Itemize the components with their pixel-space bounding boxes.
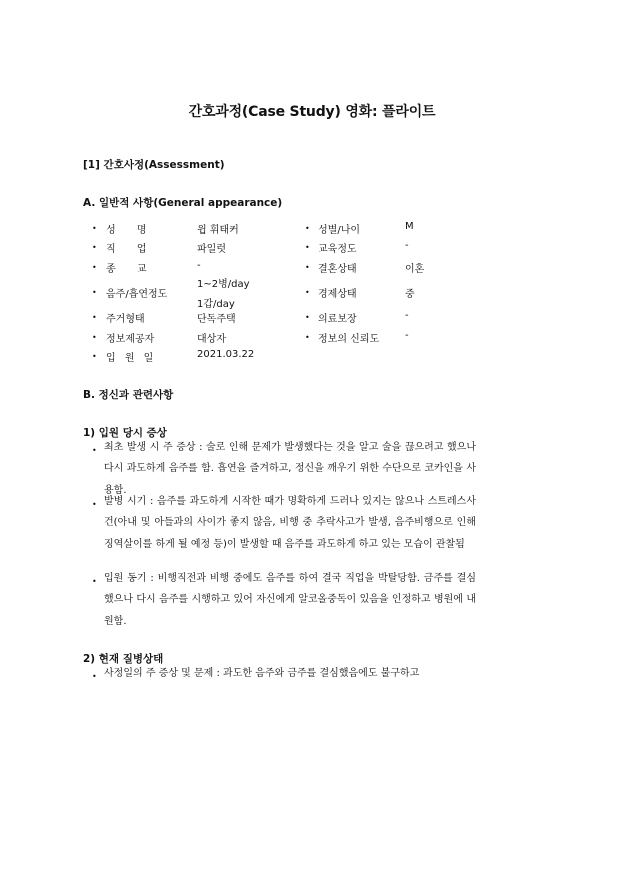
value-marital-status: 이혼 bbox=[405, 264, 425, 275]
bullet: • bbox=[92, 352, 97, 361]
label-sex-age: 성별/나이 bbox=[318, 225, 361, 236]
label-admission-date: 입 원 일 bbox=[106, 353, 157, 364]
section-assessment-heading: [1] 간호사정(Assessment) bbox=[83, 159, 225, 171]
bullet: • bbox=[92, 224, 97, 233]
bullet: • bbox=[92, 500, 97, 509]
bullet: • bbox=[305, 333, 310, 342]
bullet: • bbox=[305, 224, 310, 233]
section-general-appearance-heading: A. 일반적 사항(General appearance) bbox=[83, 197, 283, 209]
value-religion: - bbox=[197, 260, 201, 271]
subsection-admission-symptoms-heading: 1) 입원 당시 증상 bbox=[83, 427, 167, 439]
section-psychiatric-heading: B. 정신과 관련사항 bbox=[83, 389, 174, 401]
value-informant: 대상자 bbox=[197, 334, 226, 345]
current-main-symptom: 사정일의 주 증상 및 문제 : 과도한 음주와 금주를 결심했음에도 불구하고 bbox=[104, 668, 420, 679]
label-drinking-smoking: 음주/흡연정도 bbox=[106, 289, 168, 300]
document-title: 간호과정(Case Study) 영화: 플라이트 bbox=[188, 104, 436, 120]
value-drinking: 1~2병/day bbox=[197, 279, 250, 290]
bullet: • bbox=[305, 313, 310, 322]
symptom-onset-time: 발병 시기 : 음주를 과도하게 시작한 때가 명확하게 드러나 있지는 않으나 스트레스사건(아내 및 아들과의 사이가 좋지 않음, 비행 중 추락사고가 발생, 음주비행으로 인해 징역살이를 하게 될 예정 등)이 발생할 때 음주를 과도하게 하고 있는 모습이 관찰됨 bbox=[104, 496, 476, 550]
bullet: • bbox=[305, 288, 310, 297]
label-reliability: 정보의 신뢰도 bbox=[318, 334, 380, 345]
bullet: • bbox=[305, 243, 310, 252]
value-medical-coverage: - bbox=[405, 310, 409, 321]
value-sex-age: M bbox=[405, 221, 414, 232]
label-economic-status: 경제상태 bbox=[318, 289, 357, 300]
bullet: • bbox=[92, 288, 97, 297]
value-admission-date: 2021.03.22 bbox=[197, 349, 255, 360]
value-reliability: - bbox=[405, 330, 409, 341]
label-medical-coverage: 의료보장 bbox=[318, 314, 357, 325]
value-name: 윕 휘태커 bbox=[197, 225, 239, 236]
symptom-admission-motive: 입원 동기 : 비행직전과 비행 중에도 음주를 하여 결국 직업을 박탈당함. 금주를 결심했으나 다시 음주를 시행하고 있어 자신에게 알코올중독이 있음을 인정하고 병원에 내원함. bbox=[104, 573, 476, 627]
bullet: • bbox=[92, 672, 97, 681]
label-housing: 주거형태 bbox=[106, 314, 145, 325]
value-education: - bbox=[405, 240, 409, 251]
label-education: 교육정도 bbox=[318, 244, 357, 255]
value-occupation: 파일럿 bbox=[197, 244, 226, 255]
bullet: • bbox=[92, 243, 97, 252]
value-housing: 단독주택 bbox=[197, 314, 236, 325]
bullet: • bbox=[305, 263, 310, 272]
label-marital-status: 결혼상태 bbox=[318, 264, 357, 275]
label-occupation: 직 업 bbox=[106, 244, 156, 255]
symptom-initial-onset: 최초 발생 시 주 증상 : 술로 인해 문제가 발생했다는 것을 알고 술을 끊으려고 했으나 다시 과도하게 음주를 함. 흡연을 즐겨하고, 정신을 깨우기 위한 수단으로 코카인을 사용함. bbox=[104, 442, 476, 496]
bullet: • bbox=[92, 446, 97, 455]
value-smoking: 1갑/day bbox=[197, 299, 235, 310]
bullet: • bbox=[92, 263, 97, 272]
label-informant: 정보제공자 bbox=[106, 334, 155, 345]
bullet: • bbox=[92, 577, 97, 586]
label-name: 성 명 bbox=[106, 225, 156, 236]
label-religion: 종 교 bbox=[106, 264, 156, 275]
bullet: • bbox=[92, 313, 97, 322]
value-economic-status: 중 bbox=[405, 289, 415, 300]
bullet: • bbox=[92, 333, 97, 342]
subsection-current-status-heading: 2) 현재 질병상태 bbox=[83, 653, 164, 665]
